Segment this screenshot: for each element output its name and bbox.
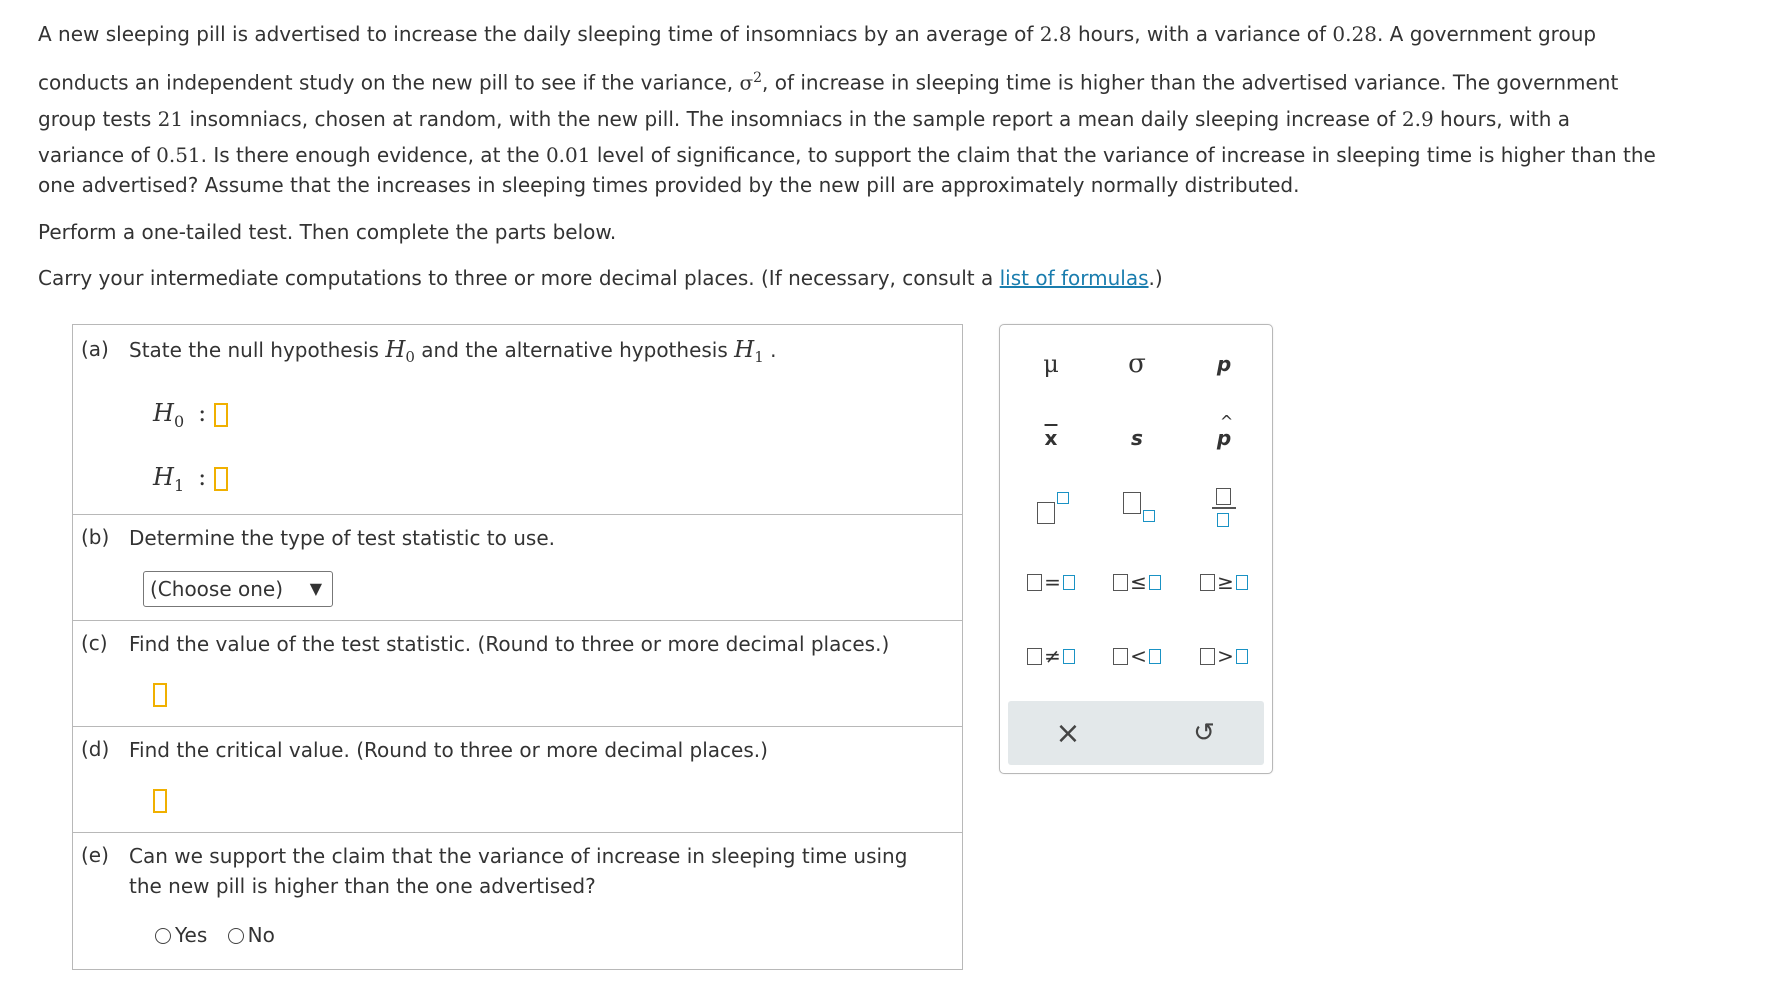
alt-hypothesis-input[interactable] bbox=[214, 467, 228, 491]
part-c-text: Find the value of the test statistic. (Round to three or more decimal places.) bbox=[129, 632, 890, 656]
undo-icon: ↺ bbox=[1193, 718, 1215, 748]
no-option[interactable]: No bbox=[228, 923, 275, 947]
question-parts-box bbox=[72, 324, 963, 970]
equals-key[interactable]: = bbox=[1011, 557, 1091, 607]
problem-line-3: group tests 21 insomniacs, chosen at random, with the new pill. The insomniacs in the sample report a mean daily sleeping increase of 2.9 hours, with a bbox=[38, 106, 1571, 131]
no-radio[interactable] bbox=[228, 928, 244, 944]
xbar-key[interactable]: $\overline{x}$ bbox=[1044, 426, 1058, 450]
critical-value-input[interactable] bbox=[153, 789, 167, 813]
less-than-key[interactable]: < bbox=[1097, 631, 1177, 681]
part-b-text: Determine the type of test statistic to use. bbox=[129, 526, 555, 550]
p-key[interactable]: p bbox=[1216, 352, 1232, 376]
part-d-text: Find the critical value. (Round to three or more decimal places.) bbox=[129, 738, 768, 762]
clear-icon: × bbox=[1055, 715, 1081, 751]
subscript-key[interactable] bbox=[1097, 483, 1177, 533]
dropdown-arrow-icon: ▼ bbox=[309, 579, 322, 598]
hat-accent: ^ bbox=[1219, 412, 1234, 431]
problem-line-5: one advertised? Assume that the increases in sleeping times provided by the new pill are approximately normally distributed. bbox=[38, 172, 1300, 197]
null-hypothesis-row: $H_0$ : bbox=[153, 399, 228, 431]
part-a bbox=[73, 325, 962, 515]
fraction-key[interactable] bbox=[1184, 483, 1264, 533]
less-equal-key[interactable]: ≤ bbox=[1097, 557, 1177, 607]
palette-footer bbox=[1008, 701, 1264, 765]
formulas-link[interactable]: list of formulas bbox=[999, 266, 1149, 290]
problem-line-2: conducts an independent study on the new pill to see if the variance, $\sigma^2$, of increase in sleeping time is higher than the advertised variance. The government bbox=[38, 70, 1619, 95]
part-b bbox=[73, 515, 962, 621]
sigma-key[interactable]: σ bbox=[1128, 349, 1146, 379]
part-e-text-2: the new pill is higher than the one advertised? bbox=[129, 874, 596, 898]
part-a-text: State the null hypothesis $H_0$ and the alternative hypothesis $H_1$ . bbox=[129, 337, 777, 366]
problem-line-1: A new sleeping pill is advertised to increase the daily sleeping time of insomniacs by an average of 2.8 hours, with a variance of 0.28. A government group bbox=[38, 22, 1597, 46]
greater-than-key[interactable]: > bbox=[1184, 631, 1264, 681]
superscript-key[interactable] bbox=[1011, 483, 1091, 533]
superscript-icon bbox=[1031, 490, 1071, 526]
undo-button[interactable] bbox=[1164, 708, 1244, 758]
problem-statement bbox=[38, 16, 1758, 203]
greater-equal-key[interactable]: ≥ bbox=[1184, 557, 1264, 607]
part-e-text-1: Can we support the claim that the variance of increase in sleeping time using bbox=[129, 844, 908, 868]
test-statistic-select[interactable] bbox=[143, 571, 333, 607]
phat-key[interactable]: ^ p bbox=[1216, 412, 1234, 450]
part-e bbox=[73, 833, 962, 970]
alt-hypothesis-row: $H_1$ : bbox=[153, 463, 228, 495]
part-a-label: (a) bbox=[81, 337, 109, 361]
yes-no-options bbox=[155, 923, 275, 947]
yes-radio[interactable] bbox=[155, 928, 171, 944]
yes-option[interactable]: Yes bbox=[155, 923, 207, 947]
subscript-icon bbox=[1117, 490, 1157, 526]
part-d bbox=[73, 727, 962, 833]
problem-line-4: variance of 0.51. Is there enough evidence, at the 0.01 level of significance, to support the claim that the variance of increase in sleeping time is higher than the bbox=[38, 142, 1656, 167]
part-c bbox=[73, 621, 962, 727]
part-d-label: (d) bbox=[81, 737, 110, 761]
fraction-icon bbox=[1212, 486, 1236, 530]
part-b-label: (b) bbox=[81, 525, 110, 549]
instruction-one-tailed: Perform a one-tailed test. Then complete the parts below. bbox=[38, 220, 617, 244]
symbol-palette bbox=[999, 324, 1273, 774]
mu-key[interactable]: μ bbox=[1043, 350, 1059, 378]
s-key[interactable]: s bbox=[1131, 426, 1143, 450]
not-equal-key[interactable]: ≠ bbox=[1011, 631, 1091, 681]
part-c-label: (c) bbox=[81, 631, 108, 655]
null-hypothesis-input[interactable] bbox=[214, 403, 228, 427]
clear-button[interactable] bbox=[1028, 708, 1108, 758]
instruction-decimals: Carry your intermediate computations to three or more decimal places. (If necessary, consult a list of formulas.) bbox=[38, 266, 1163, 290]
select-value: (Choose one) bbox=[150, 577, 284, 601]
part-e-label: (e) bbox=[81, 843, 109, 867]
test-statistic-input[interactable] bbox=[153, 683, 167, 707]
